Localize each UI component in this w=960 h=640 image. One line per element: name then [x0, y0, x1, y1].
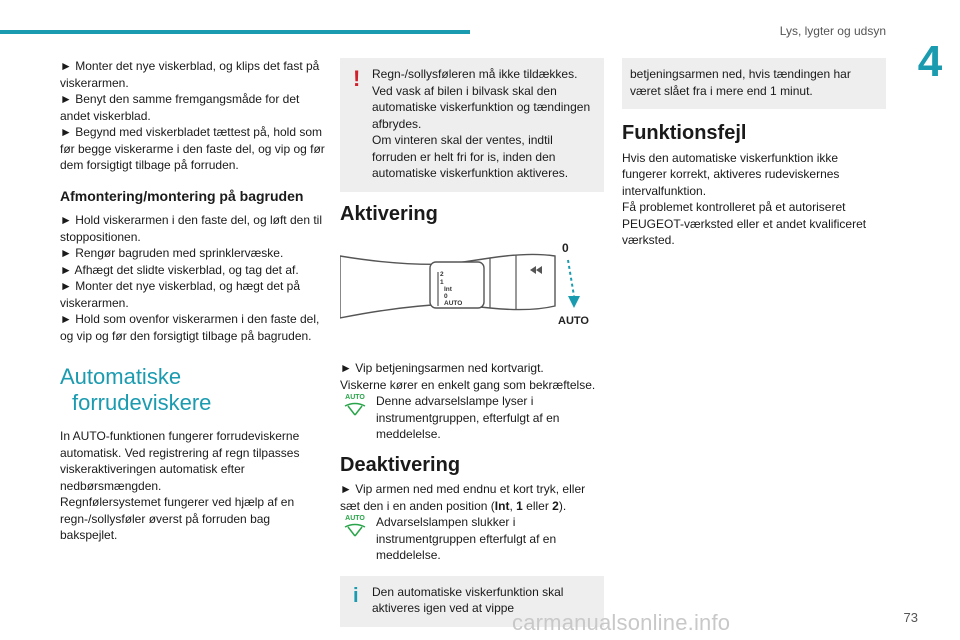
auto-lamp-row — [340, 514, 604, 564]
body-paragraph: In AUTO-funktionen fungerer forrudeviskerne automatisk. Ved registrering af regn tilpasses viskeraktiveringen automatisk efter nedbørsmængden. — [60, 429, 300, 493]
deactivation-sep: , — [509, 498, 517, 513]
watermark: carmanualsonline.info — [512, 610, 731, 635]
info-box-continued — [622, 58, 886, 109]
wiper-stalk-diagram — [340, 236, 604, 336]
auto-wiper-lamp-icon — [340, 514, 370, 564]
deactivation-heading: Deaktivering — [340, 453, 461, 476]
body-paragraph: Få problemet kontrolleret på et autoriseret PEUGEOT-værksted eller et andet kvalificeret værksted. — [622, 200, 867, 247]
malfunction-heading: Funktionsfejl — [622, 122, 747, 144]
auto-lamp-row — [340, 393, 604, 443]
lever-label-int: Int — [444, 286, 452, 293]
wiper-lamp-icon — [343, 402, 367, 416]
automatic-wipers-heading — [60, 364, 328, 416]
step-line: ► Benyt den samme fremgangsmåde for det andet viskerblad. — [60, 92, 300, 123]
wiper-lamp-icon — [343, 523, 367, 537]
deactivation-post: ). — [558, 498, 567, 513]
step-line: ► Hold viskerarmen i den faste del, og løft den til stoppositionen. — [60, 213, 322, 244]
lamp-text: Denne advarselslampe lyser i instrumentgruppen, efterfulgt af en meddelelse. — [376, 394, 560, 441]
column-3 — [622, 58, 886, 249]
deactivation-one: 1 — [516, 498, 523, 513]
warning-box — [340, 58, 604, 192]
step-line: ► Vip betjeningsarmen ned kortvarigt. — [340, 361, 544, 375]
info-icon: i — [353, 584, 359, 607]
warning-icon: ! — [353, 66, 361, 91]
position-label-bottom: AUTO — [558, 315, 589, 327]
body-line: Viskerne kører en enkelt gang som bekræftelse. — [340, 377, 596, 392]
lamp-text: Advarselslampen slukker i instrumentgruppen efterfulgt af en meddelelse. — [376, 515, 557, 562]
info-text: Den automatiske viskerfunktion skal aktiveres igen ved at vippe — [372, 584, 564, 615]
position-label-top: 0 — [562, 241, 569, 255]
chapter-number: 4 — [917, 37, 943, 86]
heading-part-2: forrudeviskere — [72, 390, 212, 415]
header-accent-bar — [0, 30, 470, 34]
activation-heading: Aktivering — [340, 202, 438, 225]
column-2 — [340, 58, 604, 627]
lever-label-2: 2 — [440, 271, 444, 278]
deactivation-text-pre: ► Vip armen ned med endnu et kort tryk, eller sæt den i en anden position ( — [340, 482, 586, 513]
deactivation-mid: eller — [522, 498, 553, 513]
step-line: ► Rengør bagruden med sprinklervæske. — [60, 246, 284, 260]
step-line: ► Monter det nye viskerblad, og klips det fast på viskerarmen. — [60, 59, 320, 90]
info-text: betjeningsarmen ned, hvis tændingen har været slået fra i mere end 1 minut. — [630, 67, 851, 98]
auto-wiper-lamp-icon — [340, 393, 370, 443]
wiper-stalk-illustration — [340, 236, 604, 336]
lamp-label: AUTO — [345, 515, 365, 522]
section-title: Lys, lygter og udsyn — [779, 24, 886, 38]
lever-label-1: 1 — [440, 279, 444, 286]
lever-label-auto: AUTO — [444, 300, 463, 307]
deactivation-two: 2 — [552, 498, 559, 513]
movement-arrow-icon — [568, 296, 580, 308]
warning-line: Ved vask af bilen i bilvask skal den automatiske viskerfunktion og tændingen afbrydes. — [372, 83, 591, 131]
body-paragraph: Regnfølersystemet fungerer ved hjælp af en regn-/sollysføler øverst på forruden bag bakspejlet. — [60, 495, 295, 542]
step-line — [340, 481, 604, 514]
deactivation-int: Int — [494, 498, 510, 513]
step-line: ► Afhægt det slidte viskerblad, og tag det af. — [60, 262, 299, 277]
step-line: ► Begynd med viskerbladet tættest på, hold som før begge viskerarme i den faste del, og vip og før dem forsigtigt tilbage på forruden. — [60, 125, 325, 172]
lamp-label: AUTO — [345, 394, 365, 401]
step-line: ► Monter det nye viskerblad, og hægt det på viskerarmen. — [60, 279, 301, 310]
movement-arrow-line — [568, 260, 574, 296]
lever-label-0: 0 — [444, 293, 448, 300]
warning-line: Om vinteren skal der ventes, indtil forruden er helt fri for is, inden den automatiske viskerfunktion aktiveres. — [372, 133, 569, 180]
column-1 — [60, 58, 328, 544]
heading-part-1: Automatiske — [60, 364, 182, 389]
rear-wiper-heading: Afmontering/montering på bagruden — [60, 187, 304, 204]
step-line: ► Hold som ovenfor viskerarmen i den faste del, og vip og før den forsigtigt tilbage på bagruden. — [60, 312, 320, 343]
body-paragraph: Hvis den automatiske viskerfunktion ikke fungerer korrekt, aktiveres rudeviskernes intervalfunktion. — [622, 150, 840, 198]
page-number: 73 — [903, 610, 918, 625]
warning-line: Regn-/sollysføleren må ikke tildækkes. — [372, 67, 578, 81]
